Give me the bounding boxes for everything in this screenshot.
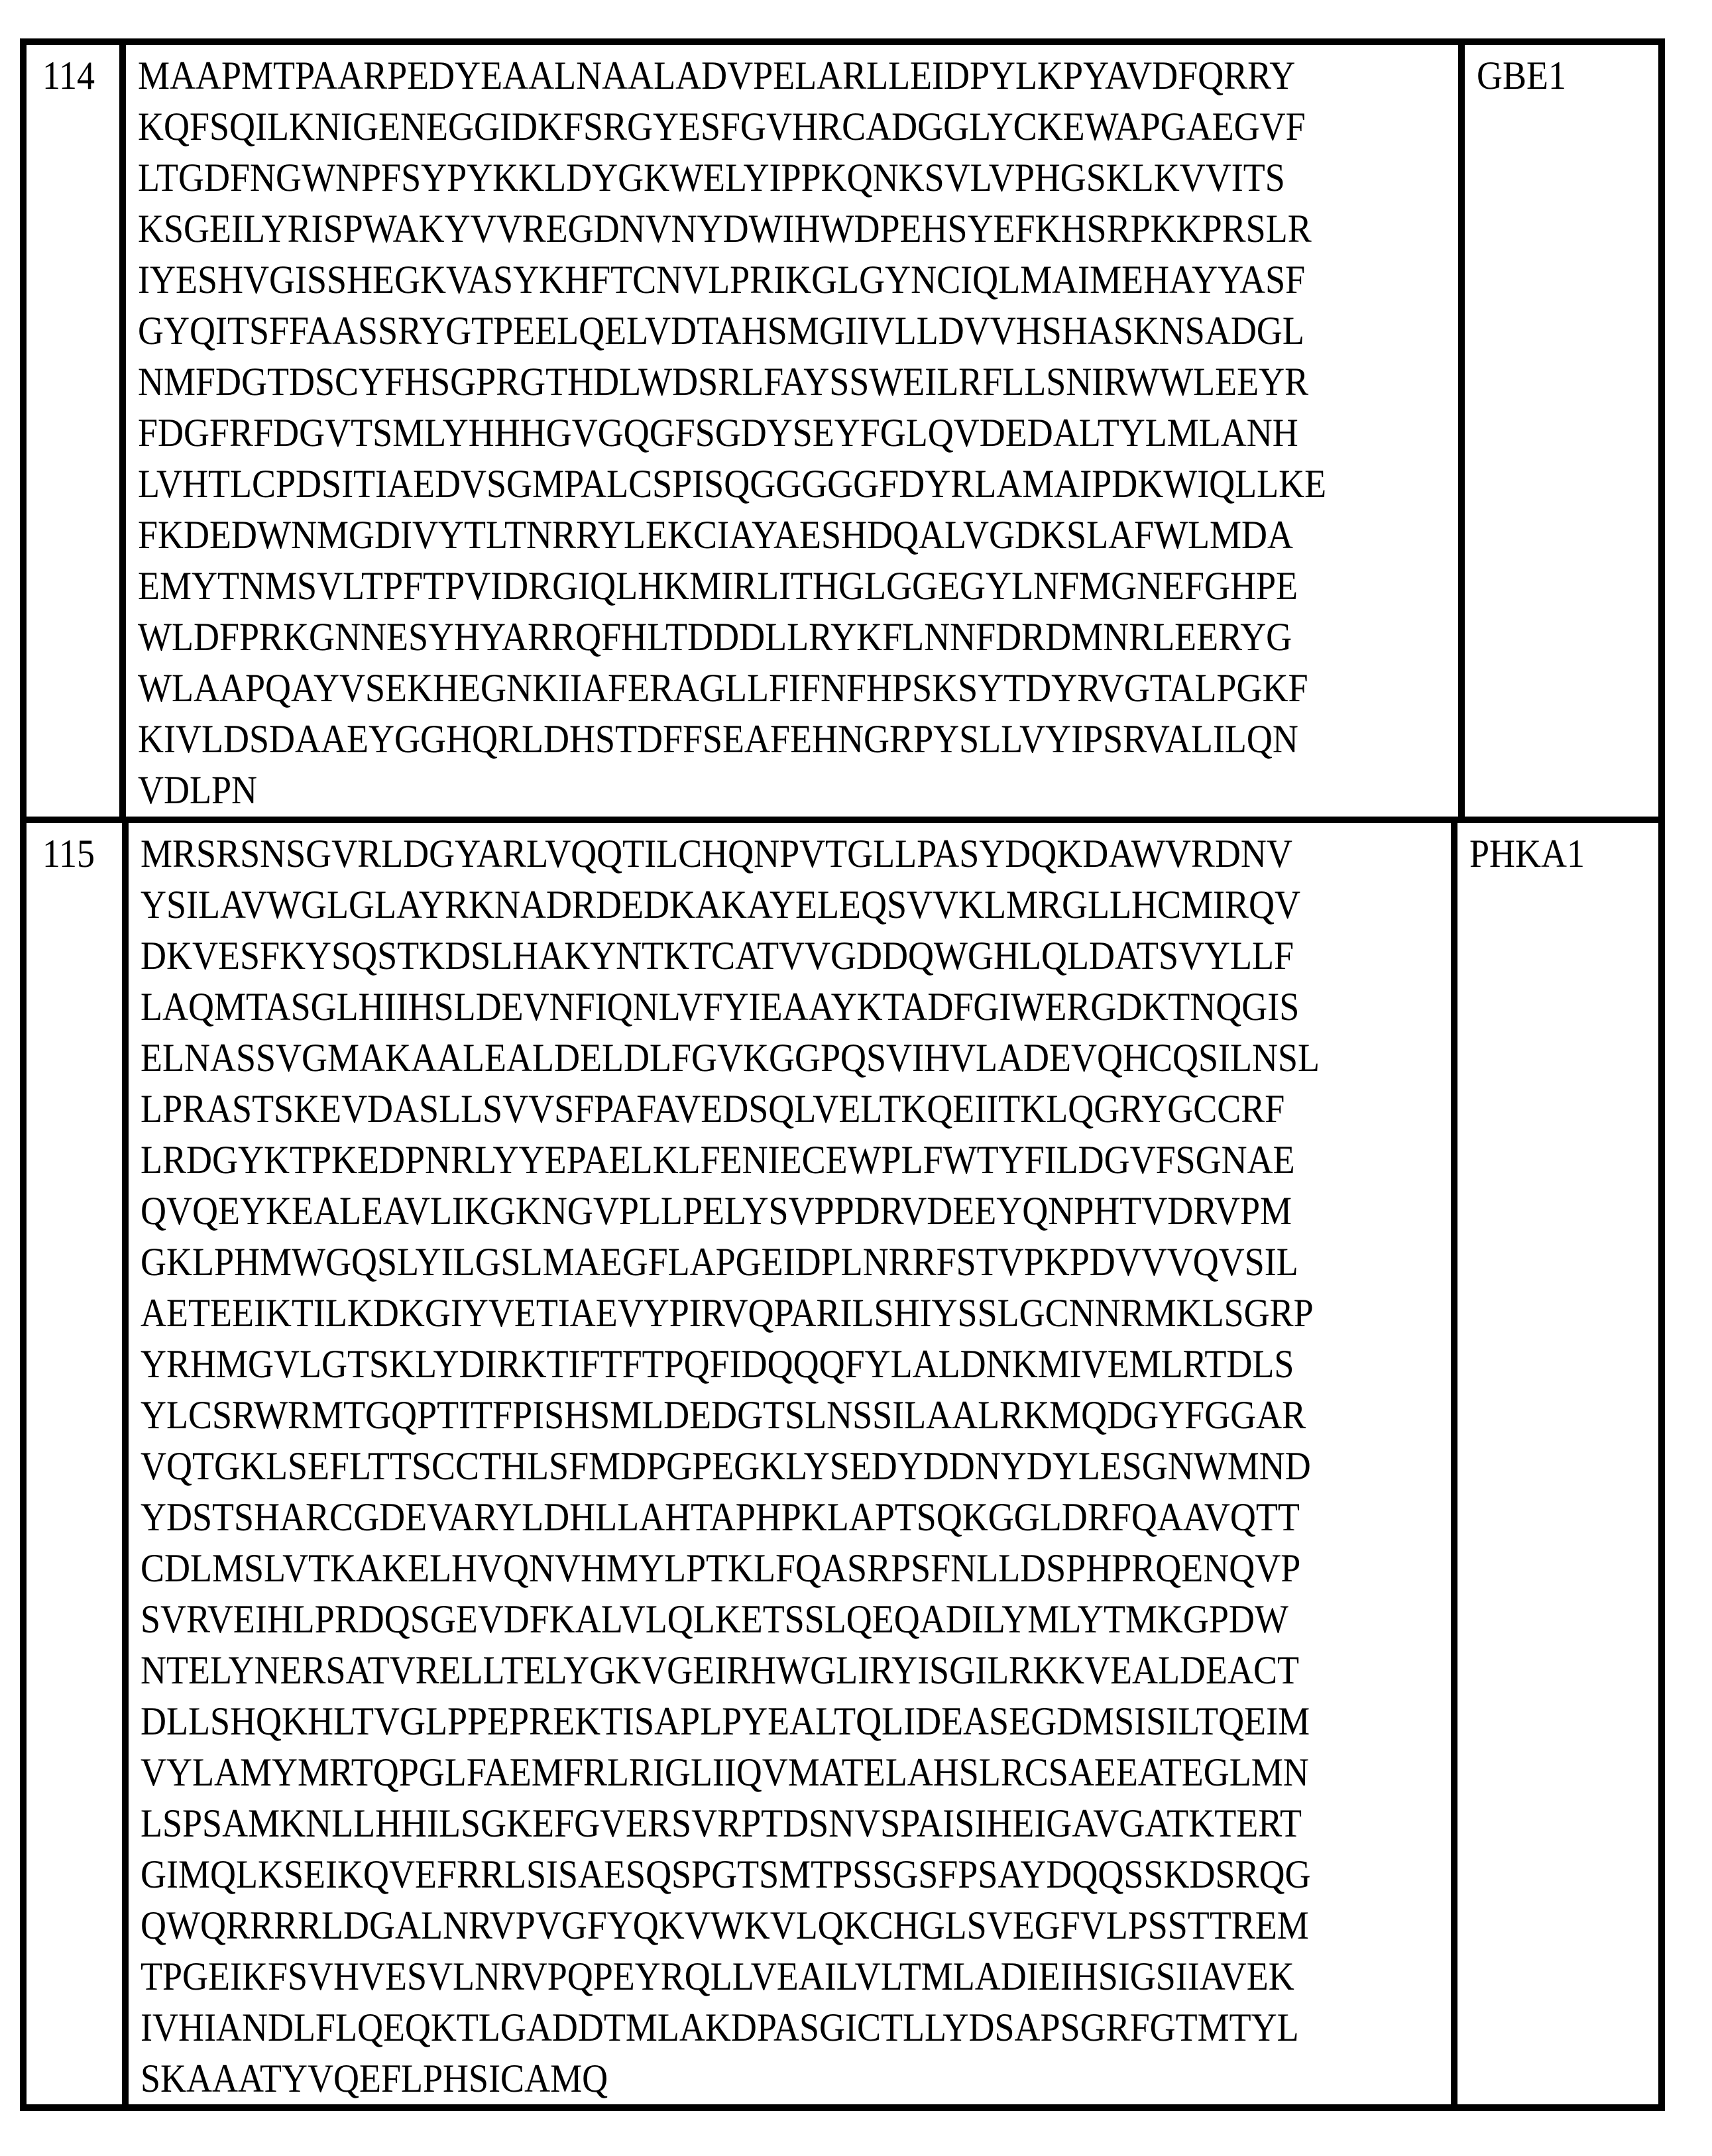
gene-symbol: GBE1 <box>1476 54 1566 97</box>
sequence-cell <box>126 45 1465 817</box>
sequence-cell <box>129 823 1457 2104</box>
protein-sequence-text: MAAPMTPAARPEDYEAALNAALADVPELARLLEIDPYLKPYAVDFQRRY KQFSQILKNIGENEGGIDKFSRGYESFGVHRCADGGLYCKEWAPGAEGVF LTGDFNGWNPFSYPYKKLDYGKWELYIPPKQNKSVLVPHGSKLKVVITS KSGEILYRISPWAKYVVREGDNVNYDWIHWDPEHSYEFKHSRPKKPRSLR IYESHVGISSHEGKVASYKHFTCNVLPRIKGLGYNCIQLMAIMEHAYYASF GYQITSFFAASSRYGTPEELQELVDTAHSMGIIVLLDVVHSHASKNSADGL NMFDGTDSCYFHSGPRGTHDLWDSRLFAYSSWEILRFLLSNIRWWLEEYR FDGFRFDGVTSMLYHHHGVGQGFSGDYSEYFGLQVDEDALTYLMLANH LVHTLCPDSITIAEDVSGMPALCSPISQGGGGGFDYRLAMAIPDKWIQLLKE FKDEDWNMGDIVYTLTNRRYLEKCIAYAESHDQALVGDKSLAFWLMDA EMYTNMSVLTPFTPVIDRGIQLHKMIRLITHGLGGEGYLNFMGNEFGHPE WLDFPRKGNNESYHYARRQFHLTDDDLLRYKFLNNFDRDMNRLEERYG WLAAPQAYVSEKHEGNKIIAFERAGLLFIFNFHPSKSYTDYRVGTALPGKF KIVLDSDAAEYGGHQRLDHSTDFFSEAFEHNGRPYSLLVYIPSRVALILQN VDLPN <box>137 54 1326 812</box>
table-row <box>27 823 1658 2104</box>
gene-cell <box>1465 45 1658 817</box>
seq-id: 114 <box>42 54 95 97</box>
seq-id-cell <box>27 45 126 817</box>
sequence-table <box>20 38 1665 2111</box>
protein-sequence-text: MRSRSNSGVRLDGYARLVQQTILCHQNPVTGLLPASYDQKDAWVRDNV YSILAVWGLGLAYRKNADRDEDKAKAYELEQSVVKLMRGLLHCMIRQV DKVESFKYSQSTKDSLHAKYNTKTCATVVGDDQWGHLQLDATSVYLLF LAQMTASGLHIIHSLDEVNFIQNLVFYIEAAYKTADFGIWERGDKTNQGIS ELNASSVGMAKAALEALDELDLFGVKGGPQSVIHVLADEVQHCQSILNSL LPRASTSKEVDASLLSVVSFPAFAVEDSQLVELTKQEIITKLQGRYGCCRF LRDGYKTPKEDPNRLYYEPAELKLFENIECEWPLFWTYFILDGVFSGNAE QVQEYKEALEAVLIKGKNGVPLLPELYSVPPDRVDEEYQNPHTVDRVPM GKLPHMWGQSLYILGSLMAEGFLAPGEIDPLNRRFSTVPKPDVVVQVSIL AETEEIKTILKDKGIYVETIAEVYPIRVQPARILSHIYSSLGCNNRMKLSGRP YRHMGVLGTSKLYDIRKTIFTFTPQFIDQQQFYLALDNKMIVEMLRTDLS YLCSRWRMTGQPTITFPISHSMLDEDGTSLNSSILAALRKMQDGYFGGAR VQTGKLSEFLTTSCCTHLSFMDPGPEGKLYSEDYDDNYDYLESGNWMND YDSTSHARCGDEVARYLDHLLAHTAPHPKLAPTSQKGGLDRFQAAVQTT CDLMSLVTKAKELHVQNVHMYLPTKLFQASRPSFNLLDSPHPRQENQVP SVRVEIHLPRDQSGEVDFKALVLQLKETSSLQEQADILYMLYTMKGPDW NTELYNERSATVRELLTELYGKVGEIRHWGLIRYISGILRKKVEALDEACT DLLSHQKHLTVGLPPEPREKTISAPLPYEALTQLIDEASEGDMSISILTQEIM VYLAMYMRTQPGLFAEMFRLRIGLIIQVMATELAHSLRCSAEEATEGLMN LSPSAMKNLLHHILSGKEFGVERSVRPTDSNVSPAISIHEIGAVGATKTERT GIMQLKSEIKQVEFRRLSISAESQSPGTSMTPSSGSFPSAYDQQSSKDSRQG QWQRRRRLDGALNRVPVGFYQKVWKVLQKCHGLSVEGFVLPSSTTREM TPGEIKFSVHVESVLNRVPQPEYRQLLVEAILVLTMLADIEIHSIGSIIAVEK IVHIANDLFLQEQKTLGADDTMLAKDPASGICTLLYDSAPSGRFGTMTYL SKAAATYVQEFLPHSICAMQ <box>141 832 1320 2100</box>
gene-symbol: PHKA1 <box>1469 832 1585 876</box>
seq-id-cell <box>27 823 129 2104</box>
seq-id: 115 <box>42 832 95 876</box>
table-row <box>27 45 1658 823</box>
gene-cell <box>1457 823 1658 2104</box>
